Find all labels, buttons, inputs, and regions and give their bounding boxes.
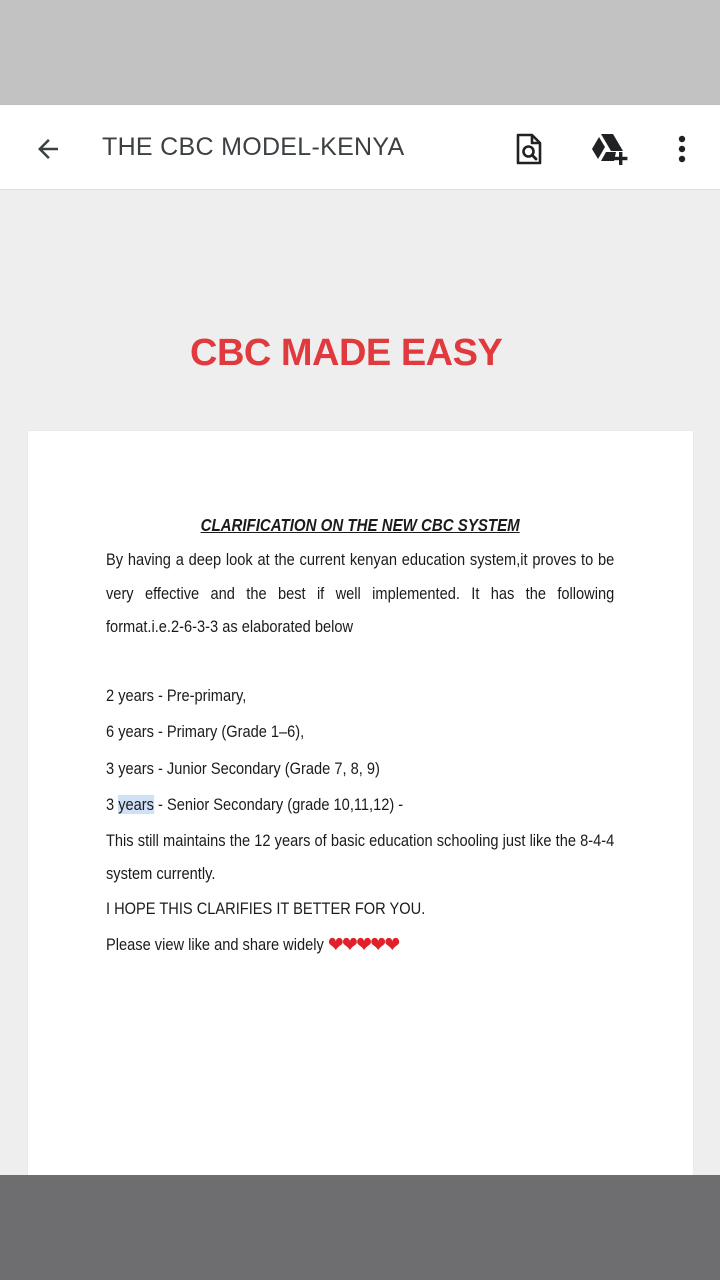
add-to-drive-icon — [589, 131, 631, 167]
document-page — [28, 431, 693, 1191]
heart-emoji-icons: ❤❤❤❤❤ — [327, 932, 399, 957]
bottom-overlay — [0, 1175, 720, 1280]
arrow-left-icon — [33, 134, 63, 164]
hope-line: I HOPE THIS CLARIFIES IT BETTER FOR YOU. — [106, 898, 426, 918]
more-vert-icon — [677, 134, 687, 164]
document-search-icon — [513, 132, 545, 166]
document-heading: CLARIFICATION ON THE NEW CBC SYSTEM — [200, 515, 520, 535]
document-body — [106, 513, 614, 964]
list-item: 2 years - Pre-primary, — [106, 685, 247, 705]
spacer — [106, 644, 614, 678]
back-button[interactable] — [26, 127, 70, 171]
find-in-document-button[interactable] — [507, 127, 551, 171]
list-item: 3 years - Junior Secondary (Grade 7, 8, 9) — [106, 758, 380, 778]
share-text: Please view like and share widely — [106, 935, 328, 954]
status-area — [0, 0, 720, 105]
document-title: THE CBC MODEL-KENYA — [102, 133, 405, 161]
banner-title: CBC MADE EASY — [190, 332, 503, 374]
share-line — [106, 927, 614, 964]
intro-paragraph: By having a deep look at the current kenyan education system,it proves to be very effective and the best if well implemented. It has the following format.i.e.2-6-3-3 as elaborated below — [106, 550, 615, 636]
app-bar — [0, 105, 720, 190]
add-to-drive-button[interactable] — [588, 127, 632, 171]
more-options-button[interactable] — [660, 127, 704, 171]
selected-text[interactable]: years — [118, 795, 154, 814]
list-item: 6 years - Primary (Grade 1–6), — [106, 722, 305, 741]
list-item-number: 3 — [106, 795, 119, 814]
list-item — [106, 787, 614, 824]
list-item-rest: - Senior Secondary (grade 10,11,12) - — [153, 795, 404, 814]
closing-paragraph: This still maintains the 12 years of basic education schooling just like the 8-4-4 system currently. — [106, 830, 615, 883]
